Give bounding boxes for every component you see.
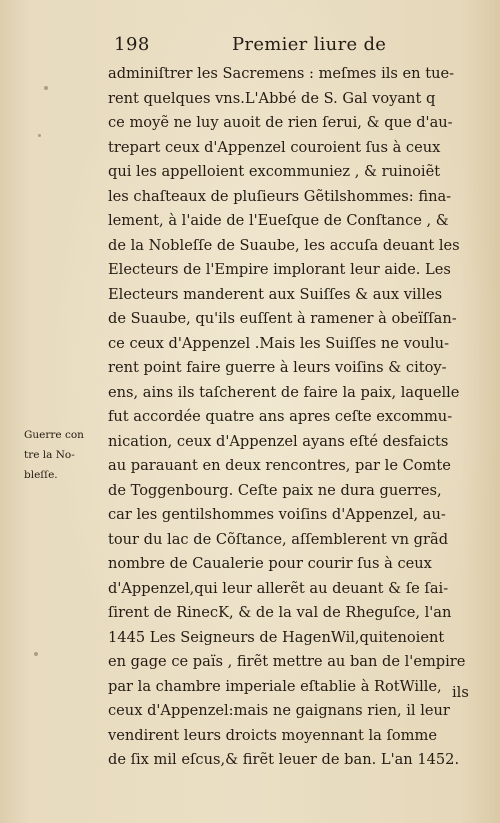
- text-line: ceux d'Appenzel:mais ne gaignans rien, il leur: [108, 702, 450, 719]
- text-line: par la chambre imperiale eſtablie à RotWille,: [108, 677, 442, 695]
- text-line: qui les appelloient excommuniez , & ruinoiẽt: [108, 163, 441, 180]
- text-line: car les gentilshommes voiſins d'Appenzel, au-: [108, 506, 446, 523]
- text-line: lement, à l'aide de l'Eueſque de Conſtance , &: [108, 212, 449, 229]
- paper-speck: [38, 134, 41, 137]
- text-line: rent quelques vns.L'Abbé de S. Gal voyant q: [108, 89, 436, 107]
- text-line: Electeurs de l'Empire implorant leur aide. Les: [108, 261, 451, 278]
- page-header: [114, 34, 474, 58]
- running-title: Premier liure de: [232, 34, 387, 55]
- text-line: de la Nobleſſe de Suaube, les accuſa deuant les: [108, 236, 460, 254]
- page-number: 198: [114, 34, 150, 55]
- text-line: Electeurs manderent aux Suiſſes & aux villes: [108, 285, 443, 303]
- text-line: ce ceux d'Appenzel .Mais les Suiſſes ne voulu-: [108, 334, 450, 352]
- text-line: rent point faire guerre à leurs voiſins & citoy-: [108, 359, 447, 376]
- text-line: ens, ains ils taſcherent de faire la paix, laquelle: [108, 383, 460, 401]
- text-line: en gage ce païs , firẽt mettre au ban de l'empire: [108, 653, 466, 670]
- text-line: vendirent leurs droicts moyennant la ſomme: [108, 726, 437, 744]
- text-line: ſirent de RinecK, & de la val de Rheguſce, l'an: [108, 604, 452, 621]
- text-line: fut accordée quatre ans apres ceſte excommu-: [108, 408, 453, 425]
- paper-speck: [44, 86, 48, 90]
- text-line: 1445 Les Seigneurs de HagenWil,quitenoient: [108, 628, 445, 646]
- text-line: de Toggenbourg. Ceſte paix ne dura guerres,: [108, 481, 442, 499]
- text-line: les chaſteaux de pluſieurs Gẽtilshommes: fina-: [108, 187, 452, 205]
- text-line: d'Appenzel,qui leur allerẽt au deuant & ſe ſai-: [108, 579, 449, 597]
- text-line: trepart ceux d'Appenzel couroient ſus à ceux: [108, 138, 441, 156]
- text-line: nombre de Caualerie pour courir ſus à ceux: [108, 555, 432, 572]
- text-line: au parauant en deux rencontres, par le Comte: [108, 457, 451, 474]
- margin-note-line: bleſſe.: [24, 469, 58, 481]
- margin-note-line: tre la No-: [24, 449, 75, 461]
- paper-speck: [34, 652, 38, 656]
- text-line: de Suaube, qu'ils euſſent à ramener à obeïſſan-: [108, 310, 457, 327]
- catchword: ils: [452, 684, 469, 701]
- text-line: adminiſtrer les Sacremens : meſmes ils en tue-: [108, 65, 455, 82]
- text-line: tour du lac de Cõſtance, aſſemblerent vn grãd: [108, 530, 449, 548]
- margin-note-line: Guerre con: [24, 429, 84, 441]
- text-line: ce moyẽ ne luy auoit de rien ſerui, & que d'au-: [108, 114, 453, 131]
- margin-note: [24, 425, 108, 485]
- text-line: de ſix mil eſcus,& firẽt leuer de ban. L'an 1452.: [108, 751, 460, 768]
- body-text: [108, 62, 476, 773]
- text-line: nication, ceux d'Appenzel ayans eſté desfaicts: [108, 432, 449, 450]
